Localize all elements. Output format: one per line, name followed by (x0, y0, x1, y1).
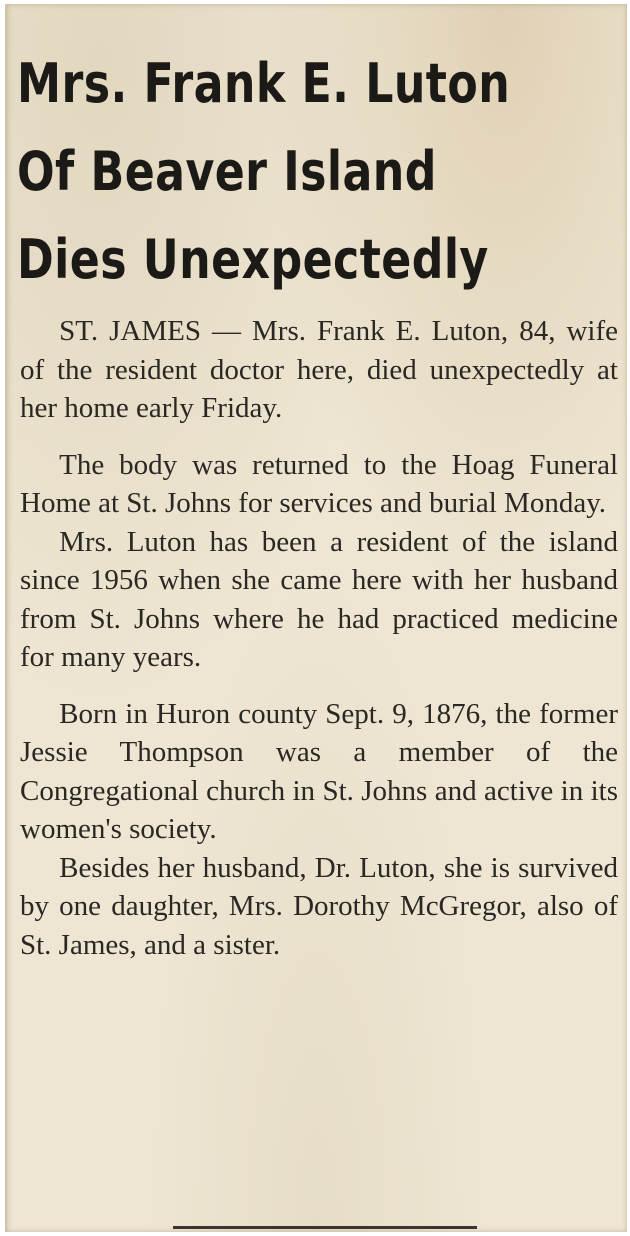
paragraph-residence: Mrs. Luton has been a resident of the island since 1956 when she came here with her husband from St. Johns where he had practiced medicine for many years. (20, 525, 618, 673)
paragraph-dateline: ST. JAMES — Mrs. Frank E. Luton, 84, wife of the resident doctor here, died unexpectedly at her home early Friday. (20, 315, 618, 424)
headline-line-2: Of Beaver Island (17, 140, 437, 203)
paragraph-gap (20, 428, 618, 446)
paragraph-biography: Born in Huron county Sept. 9, 1876, the former Jessie Thompson was a member of the Congregational church in St. Johns and active in its women's society. (20, 697, 618, 845)
paragraph-survivors: Besides her husband, Dr. Luton, she is survived by one daughter, Mrs. Dorothy McGregor, also of St. James, and a sister. (20, 851, 618, 961)
paragraph-gap (20, 677, 618, 695)
paragraph-funeral: The body was returned to the Hoag Funeral Home at St. Johns for services and burial Monday. (20, 448, 618, 519)
article-body (20, 312, 618, 964)
end-rule (173, 1226, 477, 1229)
headline (17, 40, 509, 304)
headline-line-3: Dies Unexpectedly (17, 228, 489, 291)
headline-line-1: Mrs. Frank E. Luton (17, 52, 511, 115)
newspaper-clipping (5, 4, 627, 1232)
